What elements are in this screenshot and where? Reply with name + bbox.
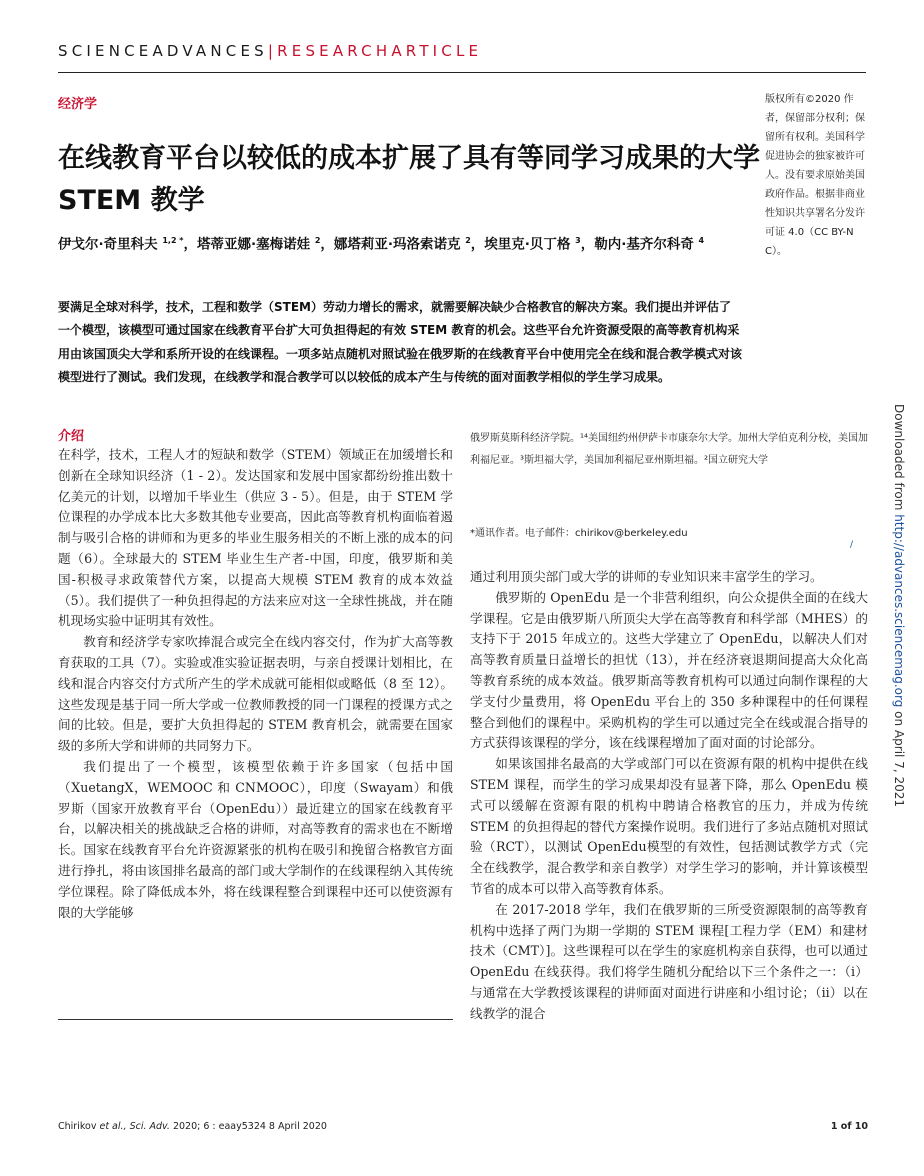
author-name[interactable]: ，塔蒂亚娜·塞梅诺娃 — [183, 236, 315, 253]
download-link[interactable]: http://advances.sciencemag.org — [892, 514, 906, 708]
article-type: RESEARCHARTICLE — [277, 42, 483, 60]
body-paragraph: 在 2017-2018 学年，我们在俄罗斯的三所受资源限制的高等教育机构中选择了两门为期一学期的 STEM 课程[工程力学（EM）和建材技术（CMT）]。这些课程可以在学生的家庭机构亲自获得，也可以通过 OpenEdu 在线获得。我们将学生随机分配给以下三个条件之一：（i）与通常在大学教授该课程的讲师面对面进行讲座和小组讨论；（ii）以在线教学的混合 — [470, 901, 868, 1021]
copyright-notice: 版权所有©2020 作者，保留部分权利；保留所有权利。美国科学促进协会的独家被许可人。没有要求原始美国政府作品。根据非商业性知识共享署名分发许可证 4.0（CC BY-NC）。 — [765, 94, 865, 257]
citation-journal: , Sci. Adv. — [123, 1121, 170, 1132]
download-suffix: on April 7, 2021 — [892, 707, 906, 807]
header-rule — [58, 72, 866, 73]
left-column — [58, 445, 453, 923]
section-label: 经济学 — [58, 97, 98, 112]
body-paragraph: 俄罗斯的 OpenEdu 是一个非营利组织，向公众提供全面的在线大学课程。它是由俄罗斯八所顶尖大学在高等教育和科学部（MHES）的支持下于 2015 年成立的。这些大学建立了 OpenEdu，以解决人们对高等教育质量日益增长的担忧（13），并在经济衰退期间提高大众化高等教育系统的成本效益。俄罗斯高等教育机构可以通过向制作课程的大学支付少量费用，将 OpenEdu 平台上的 350 多种课程中的任何课程整合到他们的课程中。采购机构的学生可以通过完全在线或混合指导的方式获得该课程的学分，该在线课程增加了面对面的讨论部分。 — [470, 589, 868, 751]
author-name[interactable]: ，娜塔莉亚·玛洛索诺克 — [320, 236, 466, 253]
article-title: 在线教育平台以较低的成本扩展了具有等同学习成果的大学 STEM 教学 — [58, 143, 760, 216]
author-name[interactable]: ，埃里克·贝丁格 — [470, 236, 576, 253]
corresponding-author[interactable]: *通讯作者。电子邮件：chirikov@berkeley.edu — [470, 528, 688, 539]
body-paragraph: 教育和经济学专家吹捧混合或完全在线内容交付，作为扩大高等教育获取的工具（7）。实验或准实验证据表明，与亲自授课计划相比，在线和混合内容交付方式所产生的学术成就可能相似或略低（8 至 12）。这些发现是基于同一所大学或一位教师教授的同一门课程的授课方式之间的比较。但是，要扩大负担得起的 STEM 教育机会，就需要在国家级的多所大学和讲师的共同努力下。 — [58, 634, 453, 754]
citation-etal: et al. — [99, 1121, 124, 1132]
author-affiliation-mark: 2 — [465, 236, 471, 245]
right-column — [470, 567, 868, 1025]
body-paragraph: 如果该国排名最高的大学或部门可以在资源有限的机构中提供在线 STEM 课程，而学生的学习成果却没有显著下降，那么 OpenEdu 模式可以缓解在资源有限的机构中聘请合格教官的压力，并成为传统 STEM 的负担得起的替代方案操作说明。我们进行了多站点随机对照试验（RCT），以测试 OpenEdu模型的有效性，包括测试教学方式（完全在线教学，混合教学和亲自教学）对学生学习的影响，并计算该模型节省的成本可以带入高等教育体系。 — [470, 756, 868, 896]
abstract: 要满足全球对科学，技术，工程和数学（STEM）劳动力增长的需求，就需要解决缺少合格教官的解决方案。我们提出并评估了一个模型，该模型可通过国家在线教育平台扩大可负担得起的有效 STEM 教育的机会。这些平台允许资源受限的高等教育机构采用由该国顶尖大学和系所开设的在线课程。一项多站点随机对照试验在俄罗斯的在线教育平台中使用完全在线和混合教学模式对该模型进行了测试。我们发现，在线教学和混合教学可以以较低的成本产生与传统的面对面教学相似的学生学习成果。 — [58, 300, 743, 384]
intro-heading: 介绍 — [58, 429, 85, 444]
author-affiliation-mark: 1,2 * — [162, 236, 184, 245]
link-mark: / — [850, 540, 854, 550]
body-paragraph: 通过利用顶尖部门或大学的讲师的专业知识来丰富学生的学习。 — [470, 569, 823, 584]
footer-citation — [58, 1121, 327, 1132]
author-affiliation-mark: 3 — [575, 236, 581, 245]
body-paragraph: 在科学，技术，工程人才的短缺和数学（STEM）领域正在加缓增长和创新在全球知识经济（1 - 2）。发达国家和发展中国家都纷纷推出数十亿美元的计划，以增加千毕业生（供应 3 - 5）。但是，由于 STEM 学位课程的办学成本比大多数其他专业要高，因此高等教育机构面临着遏制与吸引合格的讲师和为更多的毕业生服务相关的不断上涨的成本的问题（6）。全球最大的 STEM 毕业生生产者-中国，印度，俄罗斯和美国-积极寻求政策替代方案，以提高大规模 STEM 教育的成本效益（5）。我们提供了一种负担得起的方法来应对这一全球性挑战，并在随机现场实验中证明其有效性。 — [58, 447, 453, 629]
page-number: 1 of 10 — [830, 1121, 868, 1132]
citation-author: Chirikov — [58, 1121, 100, 1132]
affiliations: 俄罗斯莫斯科经济学院。¹⁴美国纽约州伊萨卡市康奈尔大学。加州大学伯克利分校，美国加利福尼亚。³斯坦福大学，美国加利福尼亚州斯坦福。²国立研究大学 — [470, 433, 869, 466]
author-affiliation-mark: 2 — [314, 236, 321, 245]
author-affiliation-mark: 4 — [698, 236, 705, 245]
download-prefix: Downloaded from — [892, 404, 906, 515]
download-notice — [892, 404, 906, 807]
journal-name: SCIENCEADVANCES — [58, 42, 268, 60]
body-paragraph: 我们提出了一个模型，该模型依赖于许多国家（包括中国（XuetangX，WEMOOC 和 CNMOOC），印度（Swayam）和俄罗斯（国家开放教育平台（OpenEdu））最近建立的国家在线教育平台，以解决相关的挑战缺乏合格的讲师，对高等教育的需求也在不断增长。国家在线教育平台允许资源紧张的机构在吸引和挽留合格教官方面进行挣扎，将由该国排名最高的部门或大学制作的在线课程纳入其传统学位课程。除了降低成本外，将在线课程整合到课程中还可以使资源有限的大学能够 — [58, 758, 453, 920]
author-name[interactable]: 伊戈尔·奇里科夫 — [58, 236, 163, 253]
header-separator: | — [267, 42, 278, 60]
author-name[interactable]: ，勒内·基齐尔科奇 — [580, 236, 699, 253]
author-list — [58, 228, 764, 258]
journal-header — [58, 42, 482, 60]
footnote-rule — [58, 1019, 453, 1020]
citation-details: 2020; 6 : eaay5324 8 April 2020 — [169, 1121, 327, 1132]
